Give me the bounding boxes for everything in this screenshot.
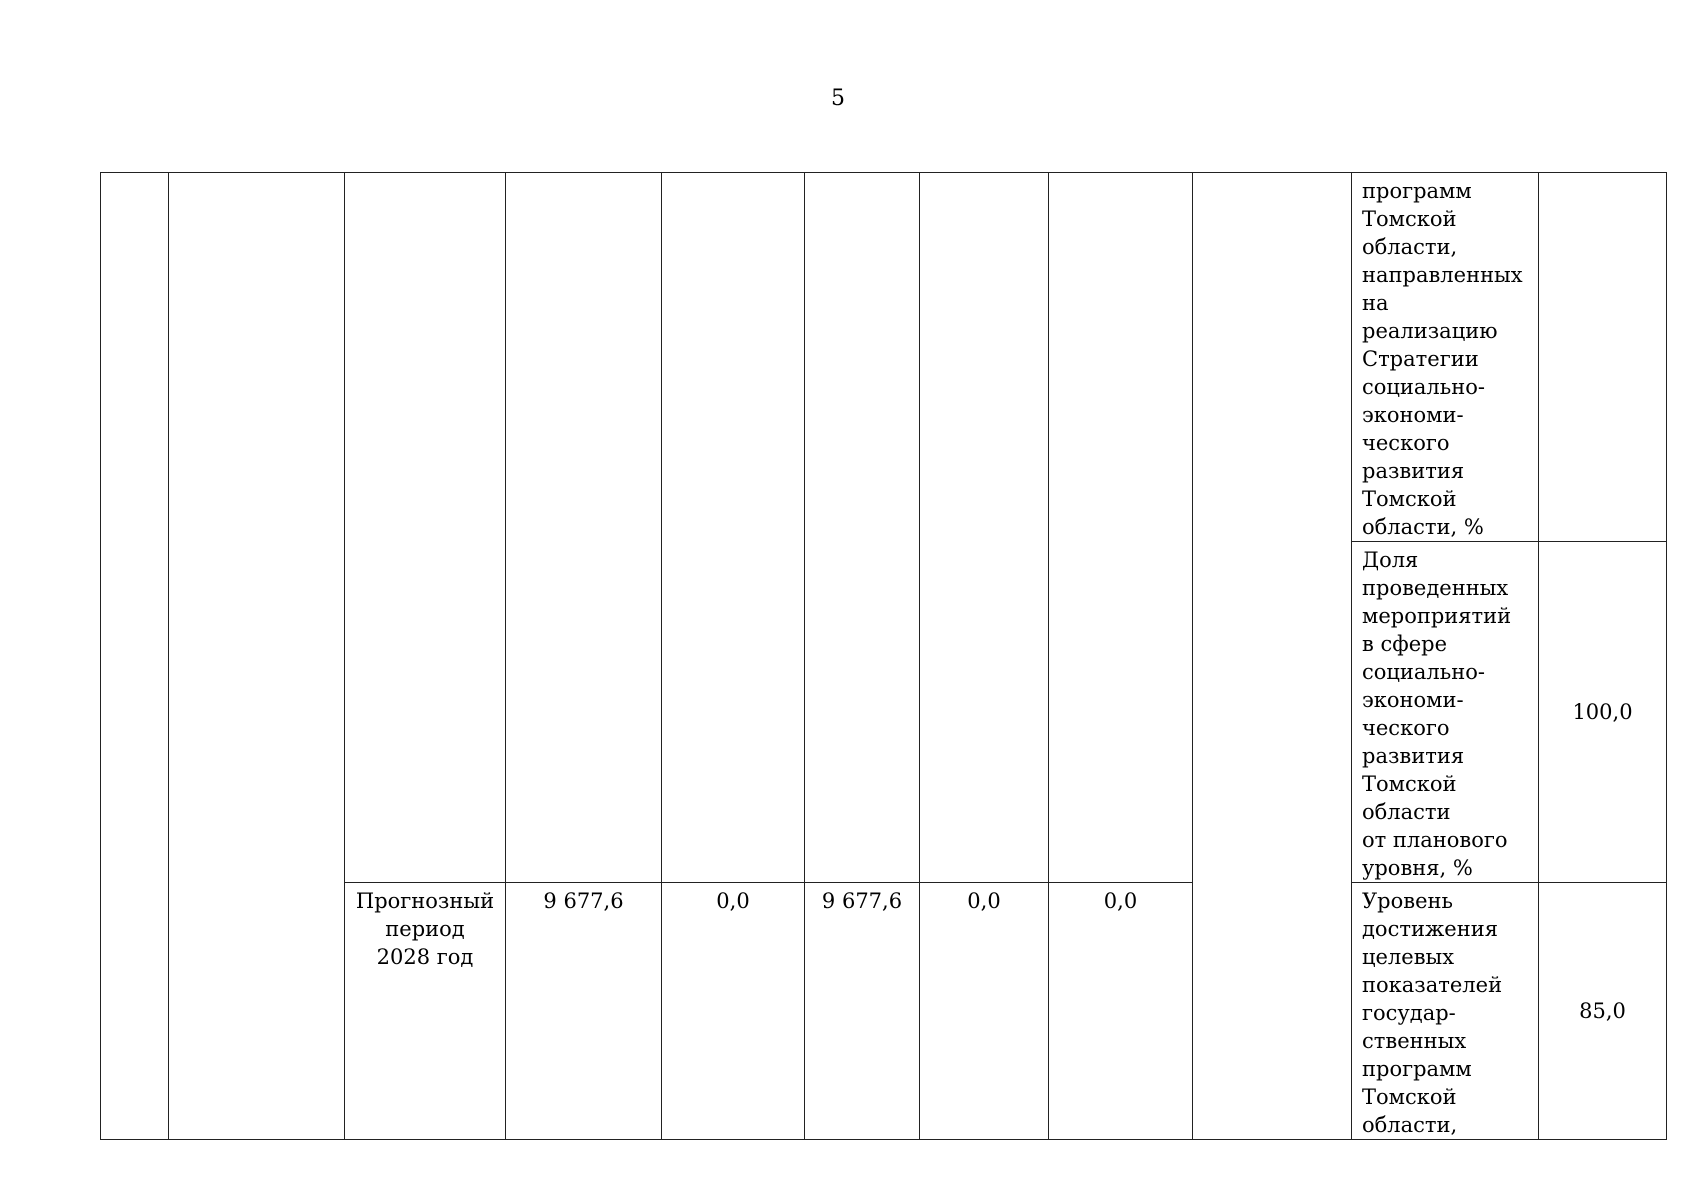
table-row (101, 173, 1667, 542)
value-federal: 0,0 (716, 889, 750, 913)
value-regional: 9 677,6 (821, 889, 903, 913)
cell-period (345, 883, 506, 1140)
cell-regional (805, 883, 920, 1140)
cell-regional-empty (805, 173, 920, 883)
indicator-2-text: Доля проведенных мероприятий в сфере социально- экономи- ческого развития Томской области от планового уровня, % (1362, 548, 1512, 880)
indicator-2-value: 100,0 (1572, 700, 1633, 724)
indicator-3-value: 85,0 (1579, 999, 1626, 1023)
value-total: 9 677,6 (543, 889, 624, 913)
cell-name (169, 173, 345, 1140)
value-other: 0,0 (1103, 889, 1138, 913)
page-number (0, 86, 1698, 112)
cell-period-empty (345, 173, 506, 883)
cell-indicator-3 (1352, 883, 1539, 1140)
cell-indicator-2-value (1539, 542, 1667, 883)
cell-indicator-1-value (1539, 173, 1667, 542)
page-number-text: 5 (831, 86, 845, 111)
cell-number (101, 173, 169, 1140)
cell-federal (662, 883, 805, 1140)
cell-indicator-3-value (1539, 883, 1667, 1140)
budget-table (100, 172, 1667, 1140)
indicator-1-text: программ Томской области, направленных на реализацию Стратегии социально- экономи- ческого развития Томской области, % (1362, 179, 1523, 539)
cell-other-empty (1049, 173, 1193, 883)
cell-indicator-2 (1352, 542, 1539, 883)
cell-federal-empty (662, 173, 805, 883)
cell-indicator-1 (1352, 173, 1539, 542)
cell-total (506, 883, 662, 1140)
period-label: Прогнозный период 2028 год (355, 889, 495, 969)
indicator-3-text: Уровень достижения целевых показателей государ- ственных программ Томской области, (1362, 889, 1503, 1137)
cell-total-empty (506, 173, 662, 883)
cell-local-empty (920, 173, 1049, 883)
cell-other (1049, 883, 1193, 1140)
cell-local (920, 883, 1049, 1140)
cell-participant (1193, 173, 1352, 1140)
value-local: 0,0 (967, 889, 1001, 913)
